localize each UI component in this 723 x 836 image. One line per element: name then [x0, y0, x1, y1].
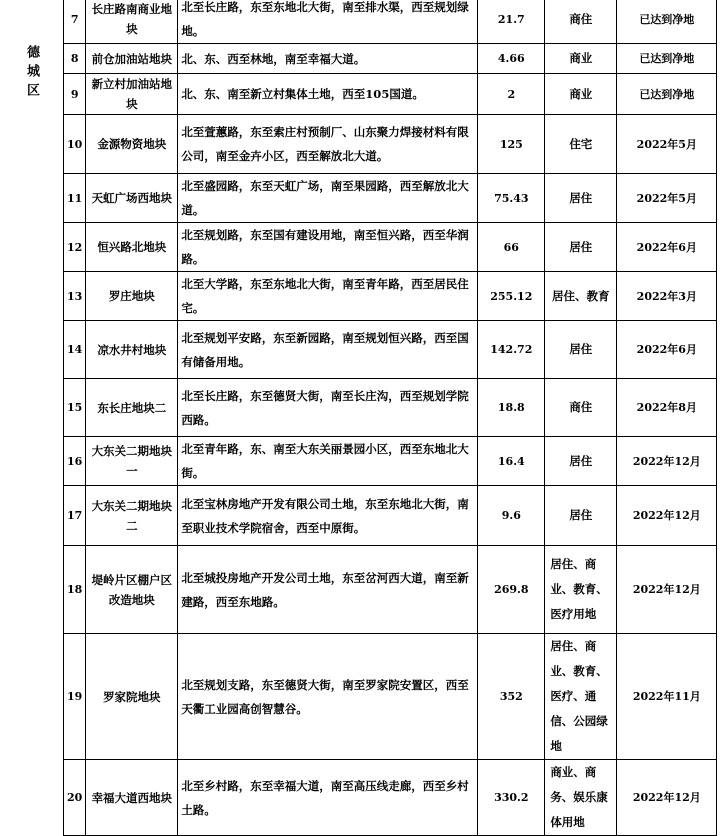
plot-date: 2022年12月 [617, 546, 717, 634]
row-number: 13 [64, 272, 86, 321]
plot-location: 北至宝林房地产开发有限公司土地，东至东地北大街，南至职业技术学院宿舍，西至中原街。 [178, 486, 478, 546]
plot-name: 凉水井村地块 [86, 321, 178, 379]
plot-use: 居住、教育 [545, 272, 617, 321]
plot-date: 2022年6月 [617, 321, 717, 379]
plot-name: 恒兴路北地块 [86, 223, 178, 272]
plot-location: 北至乡村路，东至幸福大道，南至高压线走廊，西至乡村土路。 [178, 760, 478, 836]
plot-use: 居住、商业、教育、医疗、通信、公园绿地 [545, 634, 617, 760]
plot-use: 商业、商务、娱乐康体用地 [545, 760, 617, 836]
plot-date: 2022年5月 [617, 115, 717, 174]
plot-use: 居住 [545, 321, 617, 379]
plot-area: 9.6 [478, 486, 545, 546]
table-row [0, 437, 717, 486]
row-number: 16 [64, 437, 86, 486]
table-row [0, 44, 717, 74]
plot-date: 已达到净地 [617, 0, 717, 44]
district-cell [0, 0, 64, 321]
plot-date: 2022年12月 [617, 437, 717, 486]
plot-use: 居住 [545, 486, 617, 546]
plot-location: 北、东、西至林地，南至幸福大道。 [178, 44, 478, 74]
plot-name: 堤岭片区棚户区改造地块 [86, 546, 178, 634]
row-number: 8 [64, 44, 86, 74]
plot-area: 255.12 [478, 272, 545, 321]
plot-name: 新立村加油站地块 [86, 74, 178, 115]
plot-name: 大东关二期地块一 [86, 437, 178, 486]
row-number: 15 [64, 379, 86, 437]
row-number: 19 [64, 634, 86, 760]
row-number: 18 [64, 546, 86, 634]
plot-use: 居住 [545, 437, 617, 486]
plot-date: 2022年8月 [617, 379, 717, 437]
row-number: 14 [64, 321, 86, 379]
plot-area: 352 [478, 634, 545, 760]
table-row [0, 272, 717, 321]
plot-name: 罗家院地块 [86, 634, 178, 760]
row-number: 17 [64, 486, 86, 546]
plot-date: 2022年12月 [617, 486, 717, 546]
plot-use: 商业 [545, 44, 617, 74]
plot-location: 北至规划支路，东至德贤大街，南至罗家院安置区，西至天衢工业园高创智慧谷。 [178, 634, 478, 760]
plot-name: 前仓加油站地块 [86, 44, 178, 74]
plot-area: 21.7 [478, 0, 545, 44]
plot-name: 金源物资地块 [86, 115, 178, 174]
plot-use: 商住 [545, 379, 617, 437]
plot-location: 北、东、南至新立村集体土地，西至105国道。 [178, 74, 478, 115]
plot-name: 东长庄地块二 [86, 379, 178, 437]
table-row [0, 115, 717, 174]
plot-name: 大东关二期地块二 [86, 486, 178, 546]
plot-name: 天虹广场西地块 [86, 174, 178, 223]
table-row [0, 486, 717, 546]
table-row [0, 634, 717, 760]
district-cell-continued [0, 321, 64, 836]
table-row [0, 223, 717, 272]
plot-area: 330.2 [478, 760, 545, 836]
table-row [0, 74, 717, 115]
plot-location: 北至规划平安路，东至新园路，南至规划恒兴路，西至国有储备用地。 [178, 321, 478, 379]
row-number: 11 [64, 174, 86, 223]
plot-use: 居住 [545, 223, 617, 272]
plot-name: 幸福大道西地块 [86, 760, 178, 836]
plot-date: 2022年6月 [617, 223, 717, 272]
plot-use: 居住、商业、教育、医疗用地 [545, 546, 617, 634]
plot-date: 已达到净地 [617, 74, 717, 115]
plot-name: 罗庄地块 [86, 272, 178, 321]
plot-area: 2 [478, 74, 545, 115]
table-row [0, 321, 717, 379]
plot-area: 66 [478, 223, 545, 272]
row-number: 12 [64, 223, 86, 272]
row-number: 9 [64, 74, 86, 115]
row-number: 20 [64, 760, 86, 836]
table-row [0, 379, 717, 437]
plot-area: 125 [478, 115, 545, 174]
table-row [0, 546, 717, 634]
plot-area: 16.4 [478, 437, 545, 486]
plot-area: 18.8 [478, 379, 545, 437]
plot-use: 住宅 [545, 115, 617, 174]
plot-name: 长庄路南商业地块 [86, 0, 178, 44]
plot-location: 北至盛园路，东至天虹广场，南至果园路，西至解放北大道。 [178, 174, 478, 223]
table-row [0, 0, 717, 44]
plot-use: 商住 [545, 0, 617, 44]
table-row [0, 760, 717, 836]
plot-date: 2022年12月 [617, 760, 717, 836]
table-row [0, 174, 717, 223]
plot-date: 2022年3月 [617, 272, 717, 321]
plot-date: 2022年11月 [617, 634, 717, 760]
plot-location: 北至大学路，东至东地北大街，南至青年路，西至居民住宅。 [178, 272, 478, 321]
plot-location: 北至规划路，东至国有建设用地，南至恒兴路，西至华润路。 [178, 223, 478, 272]
row-number: 7 [64, 0, 86, 44]
plot-area: 142.72 [478, 321, 545, 379]
plot-location: 北至青年路，东、南至大东关丽景园小区，西至东地北大街。 [178, 437, 478, 486]
plot-area: 75.43 [478, 174, 545, 223]
plot-location: 北至长庄路，东至德贤大街，南至长庄沟，西至规划学院西路。 [178, 379, 478, 437]
plot-area: 269.8 [478, 546, 545, 634]
plot-use: 居住 [545, 174, 617, 223]
plot-location: 北至长庄路，东至东地北大街，南至排水渠，西至规划绿地。 [178, 0, 478, 44]
row-number: 10 [64, 115, 86, 174]
district-label: 德城区 [24, 44, 39, 102]
plot-area: 4.66 [478, 44, 545, 74]
plot-date: 2022年5月 [617, 174, 717, 223]
plot-location: 北至城投房地产开发公司土地，东至岔河西大道，南至新建路，西至东地路。 [178, 546, 478, 634]
plot-location: 北至萱蕙路，东至索庄村预制厂、山东聚力焊接材料有限公司，南至金卉小区，西至解放北大道。 [178, 115, 478, 174]
plot-date: 已达到净地 [617, 44, 717, 74]
plot-use: 商业 [545, 74, 617, 115]
